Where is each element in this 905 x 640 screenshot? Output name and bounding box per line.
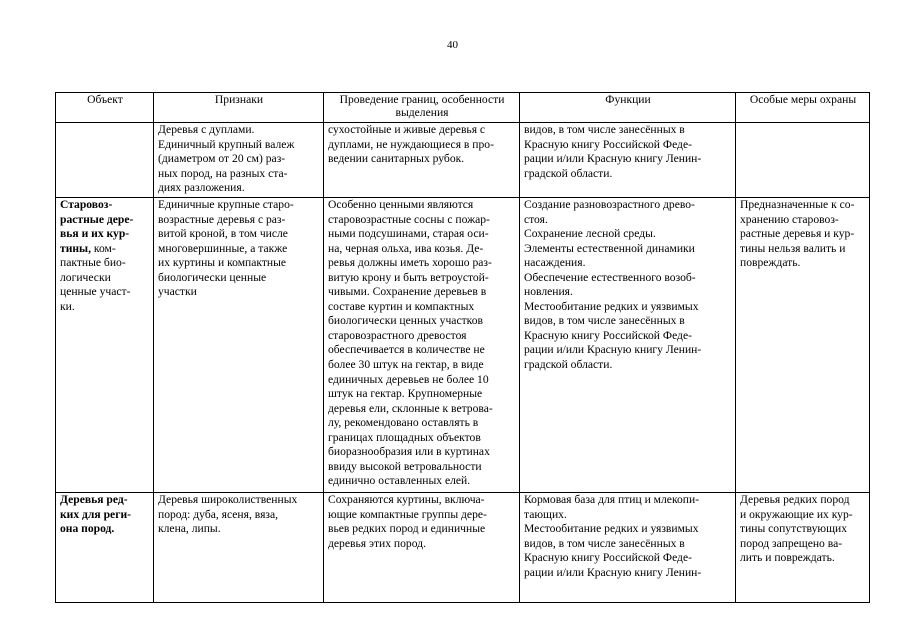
text-line: Предназначенные к со- <box>740 198 855 211</box>
text-line: возрастные деревья с раз- <box>158 212 286 226</box>
text-line: лу, рекомендовано оставлять в <box>328 416 479 430</box>
text-line: Объект <box>87 93 123 106</box>
text-line: стоя. <box>524 212 548 226</box>
cell-boundaries <box>324 123 520 198</box>
text-line: ведении санитарных рубок. <box>328 152 465 166</box>
text-line: витой кроной, в том числе <box>158 227 288 241</box>
text-line: вьев редких пород и единичные <box>328 522 486 536</box>
text-line: рации и/или Красную книгу Ленин- <box>524 343 702 357</box>
text-line: ревья должны иметь хорошо раз- <box>328 256 492 270</box>
text-line: Функции <box>605 93 651 106</box>
page-number: 40 <box>447 39 458 51</box>
header-boundaries <box>324 93 520 123</box>
text-line: границах площадных объектов <box>328 430 481 444</box>
text-line: старовозрастного древостоя <box>328 328 467 342</box>
cell-object <box>56 123 154 198</box>
text-line: Проведение границ, особенности <box>339 93 505 106</box>
text-line: растные деревья и кур- <box>740 227 855 241</box>
text-line: хранению старовоз- <box>740 212 839 226</box>
text-line: ки. <box>60 299 75 313</box>
text-line: единично оставленных елей. <box>328 474 471 488</box>
text-line: деревья этих пород. <box>328 536 426 550</box>
cell-boundaries <box>324 198 520 493</box>
text-line: Деревья с дуплами. <box>158 123 255 136</box>
text-line: видов, в том числе занесённых в <box>524 314 685 328</box>
text-line: Единичные крупные старо- <box>158 198 294 211</box>
text-line: биологически ценных участков <box>328 314 483 328</box>
text-line: и окружающие их кур- <box>740 507 853 521</box>
text-line: ных пород, на разных ста- <box>158 166 288 180</box>
text-line: повреждать. <box>740 256 801 270</box>
text-line: тины нельзя валить и <box>740 241 846 255</box>
table-row <box>56 493 870 603</box>
text-line: Особые меры охраны <box>749 93 857 106</box>
text-line: на, черная ольха, ива козья. Де- <box>328 241 484 255</box>
text-line: (диаметром от 20 см) раз- <box>158 152 286 166</box>
text-line: старовозрастные сосны с пожар- <box>328 212 490 226</box>
header-object <box>56 93 154 123</box>
text-line: Единичный крупный валеж <box>158 137 295 151</box>
header-functions <box>520 93 736 123</box>
text-line: вья и их кур- <box>60 227 130 241</box>
text-line: единичных деревьев не более 10 <box>328 372 489 386</box>
text-line: Кормовая база для птиц и млекопи- <box>524 493 700 506</box>
text-line: Сохраняются куртины, включа- <box>328 493 485 506</box>
cell-functions <box>520 123 736 198</box>
text-line: биоразнообразия или в куртинах <box>328 445 490 459</box>
text-line: насаждения. <box>524 256 586 270</box>
cell-features <box>154 123 324 198</box>
text-line: деревья ели, склонные к ветрова- <box>328 401 493 415</box>
text-line: чивыми. Сохранение деревьев в <box>328 285 487 299</box>
text-line: Старовоз- <box>60 198 113 211</box>
text-line: более 30 штук на гектар, в виде <box>328 358 484 372</box>
table-row <box>56 198 870 493</box>
text-line: Местообитание редких и уязвимых <box>524 299 699 313</box>
text-line: многовершинные, а также <box>158 241 288 255</box>
text-line: Сохранение лесной среды. <box>524 227 656 241</box>
text-line: Деревья редких пород <box>740 493 850 506</box>
text-line: рации и/или Красную книгу Ленин- <box>524 565 702 579</box>
text-line: дуплами, не нуждающиеся в про- <box>328 137 494 151</box>
text-line: Особенно ценными являются <box>328 198 474 211</box>
text-line: она пород. <box>60 522 115 536</box>
text-line: штук на гектар. Крупномерные <box>328 387 483 401</box>
text-line: сухостойные и живые деревья с <box>328 123 486 136</box>
text-line: пород запрещено ва- <box>740 536 843 550</box>
protection-measures-table <box>55 92 870 603</box>
cell-measures <box>736 198 870 493</box>
text-line: ными подсушинами, старая оси- <box>328 227 489 241</box>
text-line: ких для реги- <box>60 507 131 521</box>
cell-object <box>56 493 154 603</box>
text-line: ющие компактные группы дере- <box>328 507 487 521</box>
cell-boundaries <box>324 493 520 603</box>
text-line: Признаки <box>214 93 264 106</box>
text-line: выделения <box>395 105 449 119</box>
header-features <box>154 93 324 123</box>
cell-functions <box>520 198 736 493</box>
text-line: биологически ценные <box>158 270 267 284</box>
text-line: тины сопутствующих <box>740 522 847 536</box>
table-row <box>56 123 870 198</box>
text-line: Элементы естественной динамики <box>524 241 695 255</box>
text-line: участки <box>158 285 197 299</box>
cell-functions <box>520 493 736 603</box>
text-line: тины, ком- <box>60 241 116 255</box>
text-line: видов, в том числе занесённых в <box>524 123 685 136</box>
text-line: витую крону и быть ветроустой- <box>328 270 489 284</box>
text-line: Деревья ред- <box>60 493 128 506</box>
text-line: пактные био- <box>60 256 126 270</box>
text-line: ввиду высокой ветровальности <box>328 459 482 473</box>
text-line: Местообитание редких и уязвимых <box>524 522 699 536</box>
cell-features <box>154 493 324 603</box>
text-line: Красную книгу Российской Феде- <box>524 551 692 565</box>
text-line: рации и/или Красную книгу Ленин- <box>524 152 702 166</box>
text-line: новления. <box>524 285 573 299</box>
cell-features <box>154 198 324 493</box>
text-line: градской области. <box>524 358 613 372</box>
text-line: Красную книгу Российской Феде- <box>524 137 692 151</box>
text-line: составе куртин и компактных <box>328 299 475 313</box>
text-line: клена, липы. <box>158 522 221 536</box>
text-line: градской области. <box>524 166 613 180</box>
text-line: диях разложения. <box>158 181 245 195</box>
text-line: тающих. <box>524 507 567 521</box>
cell-object <box>56 198 154 493</box>
cell-measures <box>736 493 870 603</box>
cell-measures <box>736 123 870 198</box>
text-line: Красную книгу Российской Феде- <box>524 328 692 342</box>
text-line: ценные участ- <box>60 285 131 299</box>
text-line: растные дере- <box>60 212 134 226</box>
text-line: Деревья широколиственных <box>158 493 298 506</box>
table-header-row <box>56 93 870 123</box>
text-line: видов, в том числе занесённых в <box>524 536 685 550</box>
text-line: логически <box>60 270 111 284</box>
header-measures <box>736 93 870 123</box>
text-line: Обеспечение естественного возоб- <box>524 270 696 284</box>
text-line: Создание разновозрастного древо- <box>524 198 695 211</box>
text-line: их куртины и компактные <box>158 256 287 270</box>
text-line: лить и повреждать. <box>740 551 835 565</box>
text-line: обеспечивается в количестве не <box>328 343 485 357</box>
text-line: пород: дуба, ясеня, вяза, <box>158 507 279 521</box>
